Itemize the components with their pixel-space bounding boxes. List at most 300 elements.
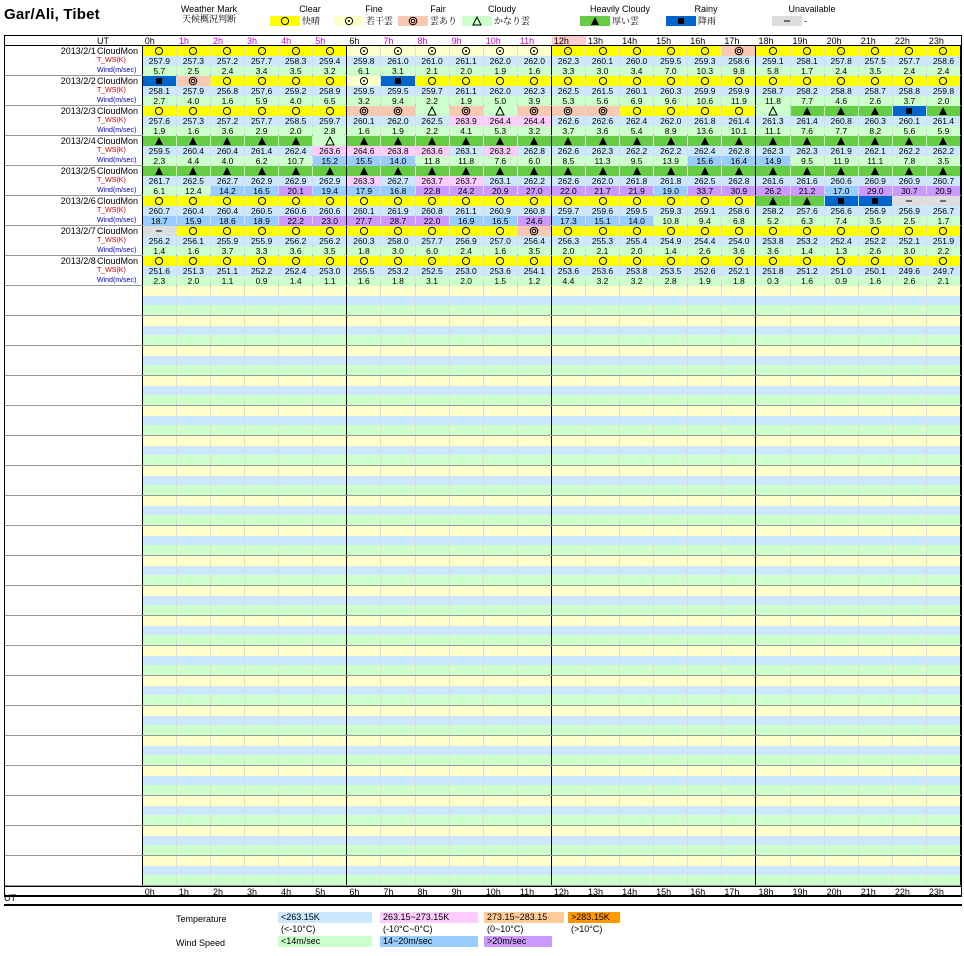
weather-icon: [143, 226, 176, 236]
hour-cell: [177, 346, 211, 375]
wind-value: 17.3: [552, 216, 585, 226]
wind-value: 33.7: [688, 186, 721, 196]
hour-cell: [518, 826, 552, 855]
hour-cell: [211, 196, 245, 225]
wind-legend-label: Wind Speed: [176, 938, 226, 948]
wind-value: 2.4: [211, 66, 244, 76]
wind-value: 11.8: [450, 156, 483, 166]
hour-cell: [927, 466, 961, 495]
legend-triangle-label-ja: かなり雲: [494, 16, 531, 26]
wind-value: 3.0: [586, 66, 619, 76]
hour-cell: [722, 406, 756, 435]
hour-cell: [416, 136, 450, 165]
hour-cell: [825, 736, 859, 765]
weather-icon: [211, 106, 244, 116]
hour-cell: [313, 616, 347, 645]
temperature-value: 259.5: [143, 146, 176, 156]
hour-cell: [586, 106, 620, 135]
weather-icon: [654, 46, 687, 56]
temperature-value: 262.0: [654, 116, 687, 126]
hour-cell: [927, 346, 961, 375]
hour-cell: [859, 586, 893, 615]
hour-cell: [825, 646, 859, 675]
hour-cell: [791, 166, 825, 195]
hour-cell: [552, 736, 586, 765]
day-row: [5, 106, 961, 136]
hour-cell: [177, 766, 211, 795]
hour-cell: [450, 316, 484, 345]
temperature-value: 258.1: [143, 86, 176, 96]
wind-value: 15.6: [688, 156, 721, 166]
hour-cell: [416, 586, 450, 615]
day-row-placeholder: [5, 736, 961, 766]
hour-cell: [688, 316, 722, 345]
hour-cell: [143, 316, 177, 345]
temperature-value: 256.8: [211, 86, 244, 96]
hour-cell: [722, 76, 756, 105]
hour-cell: [177, 676, 211, 705]
weather-icon: [450, 136, 483, 146]
wind-value: 27.0: [518, 186, 551, 196]
hour-cell: [791, 136, 825, 165]
temperature-value: 257.3: [177, 116, 210, 126]
wind-value: 2.2: [927, 246, 960, 256]
hour-cell: [313, 706, 347, 735]
hour-cell: [484, 706, 518, 735]
hour-cell: [859, 166, 893, 195]
hour-cell: [313, 316, 347, 345]
temperature-value: 257.7: [893, 56, 926, 66]
wind-value: 3.2: [518, 126, 551, 136]
hour-cell: [552, 496, 586, 525]
hour-cell: [484, 796, 518, 825]
wind-value: 1.6: [347, 126, 380, 136]
hour-cell: [177, 436, 211, 465]
weather-icon: [688, 106, 721, 116]
hour-cell: [586, 706, 620, 735]
wind-value: 5.3: [552, 96, 585, 106]
row-label: [5, 856, 143, 885]
row-date: 2013/2/6: [60, 196, 96, 206]
weather-icon: [893, 226, 926, 236]
hour-cell: [552, 226, 586, 255]
wind-value: 2.7: [143, 96, 176, 106]
hour-cell: [893, 676, 927, 705]
wind-value: 30.7: [893, 186, 926, 196]
hour-cell: [722, 136, 756, 165]
hour-cell: [654, 166, 688, 195]
temperature-value: 260.0: [620, 56, 653, 66]
wind-value: 2.2: [416, 96, 449, 106]
temperature-value: 262.4: [688, 146, 721, 156]
wind-value: 3.5: [518, 246, 551, 256]
wind-value: 1.9: [381, 126, 414, 136]
hour-cell: [279, 616, 313, 645]
weather-icon: [825, 226, 858, 236]
row-label: [5, 556, 143, 585]
hour-cell: [313, 226, 347, 255]
hour-cell: [245, 106, 279, 135]
hour-cell: [620, 196, 654, 225]
temperature-value: 256.7: [927, 206, 960, 216]
hour-cell: [211, 106, 245, 135]
hour-cell: [927, 136, 961, 165]
temperature-value: 259.1: [688, 206, 721, 216]
row-date: 2013/2/8: [60, 256, 96, 266]
circle-icon: [270, 16, 300, 26]
hour-footer-13h: 13h: [587, 887, 603, 897]
hour-cell: [450, 436, 484, 465]
hour-cell: [756, 166, 790, 195]
weather-icon: [620, 256, 653, 266]
wind-value: 16.5: [245, 186, 278, 196]
hour-cell: [381, 796, 415, 825]
hour-cell: [143, 586, 177, 615]
hour-cell: [927, 406, 961, 435]
weather-icon: [313, 106, 346, 116]
hour-cell: [143, 736, 177, 765]
hour-cell: [381, 316, 415, 345]
hour-cell: [620, 586, 654, 615]
hour-cell: [859, 406, 893, 435]
wind-value: 1.1: [313, 276, 346, 286]
wind-value: 1.6: [791, 276, 824, 286]
temperature-value: 259.8: [927, 86, 960, 96]
temperature-value: 263.7: [450, 176, 483, 186]
temperature-value: 259.3: [688, 56, 721, 66]
hour-cell: [484, 406, 518, 435]
hour-cell: [722, 526, 756, 555]
temperature-value: 254.1: [518, 266, 551, 276]
hour-cell: [177, 826, 211, 855]
hour-cell: [620, 166, 654, 195]
temp-range-3: (0~10°C): [487, 924, 524, 934]
temperature-value: 260.7: [143, 206, 176, 216]
hour-cell: [859, 136, 893, 165]
hour-cell: [859, 646, 893, 675]
hour-cell: [654, 556, 688, 585]
hour-cell: [654, 676, 688, 705]
hour-cell: [859, 316, 893, 345]
hour-cell: [893, 136, 927, 165]
weather-icon: [893, 76, 926, 86]
hour-cell: [791, 76, 825, 105]
hour-cell: [722, 646, 756, 675]
hour-cell: [654, 856, 688, 885]
hour-cell: [927, 676, 961, 705]
temperature-value: 260.4: [211, 206, 244, 216]
hour-cell: [756, 526, 790, 555]
ut-label: UT: [97, 36, 109, 46]
hour-cell: [791, 346, 825, 375]
legend-dot-circle-label-ja: 若干雲: [366, 16, 394, 26]
hour-cell: [893, 826, 927, 855]
weather-icon: [756, 256, 789, 266]
hour-cell: [825, 766, 859, 795]
weather-icon: [586, 106, 619, 116]
hour-cell: [484, 256, 518, 285]
hour-cell: [620, 256, 654, 285]
hour-cell: [484, 376, 518, 405]
hour-cell: [722, 376, 756, 405]
weather-icon: [620, 136, 653, 146]
hour-cell: [518, 856, 552, 885]
hour-cell: [722, 286, 756, 315]
hour-cell: [620, 646, 654, 675]
hour-cell: [825, 676, 859, 705]
temperature-value: 259.7: [416, 86, 449, 96]
wind-value: 3.2: [586, 276, 619, 286]
wind-value: 7.4: [825, 216, 858, 226]
temperature-value: 252.4: [279, 266, 312, 276]
hour-cell: [245, 376, 279, 405]
weather-icon: [927, 166, 960, 176]
hour-19h: 19h: [792, 36, 808, 46]
hour-cell: [688, 646, 722, 675]
hour-cell: [893, 586, 927, 615]
hour-cell: [484, 496, 518, 525]
wind-value: 2.4: [825, 66, 858, 76]
hour-cell: [552, 196, 586, 225]
hour-cell: [381, 556, 415, 585]
hour-cell: [552, 826, 586, 855]
hour-cell: [143, 346, 177, 375]
weather-icon: [927, 76, 960, 86]
hour-cell: [518, 346, 552, 375]
day-row-placeholder: [5, 436, 961, 466]
wind-value: 2.5: [177, 66, 210, 76]
hour-cell: [143, 826, 177, 855]
hour-16h: 16h: [690, 36, 706, 46]
row-date: 2013/2/5: [60, 166, 96, 176]
hour-cell: [143, 856, 177, 885]
temperature-value: 256.3: [552, 236, 585, 246]
temperature-value: 257.0: [484, 236, 517, 246]
hour-cell: [245, 406, 279, 435]
hour-cell: [313, 376, 347, 405]
temperature-value: 262.2: [927, 146, 960, 156]
wind-value: 3.5: [927, 156, 960, 166]
hour-cell: [927, 646, 961, 675]
wind-value: 28.7: [381, 216, 414, 226]
hour-cell: [859, 616, 893, 645]
wind-value: 2.6: [859, 246, 892, 256]
hour-cell: [484, 826, 518, 855]
hour-footer-3h: 3h: [247, 887, 258, 897]
hour-cell: [313, 556, 347, 585]
weather-icon: [245, 226, 278, 236]
hour-cell: [791, 766, 825, 795]
hour-cell: [722, 106, 756, 135]
day-row-placeholder: [5, 616, 961, 646]
row-date: 2013/2/2: [60, 76, 96, 86]
hour-footer-7h: 7h: [383, 887, 394, 897]
temperature-value: 263.1: [450, 146, 483, 156]
hour-cell: [211, 316, 245, 345]
temperature-value: 262.5: [177, 176, 210, 186]
hour-footer-17h: 17h: [724, 887, 740, 897]
temperature-value: 259.6: [586, 206, 619, 216]
hour-footer-0h: 0h: [144, 887, 155, 897]
hour-cell: [279, 436, 313, 465]
hour-cell: [177, 796, 211, 825]
temperature-value: 262.1: [859, 146, 892, 156]
hour-cell: [688, 556, 722, 585]
temperature-value: 257.2: [211, 56, 244, 66]
hour-cell: [245, 286, 279, 315]
hour-cell: [177, 256, 211, 285]
hour-cell: [245, 166, 279, 195]
hour-cell: [552, 706, 586, 735]
hour-cell: [347, 436, 381, 465]
row-date: 2013/2/3: [60, 106, 96, 116]
hour-cell: [245, 226, 279, 255]
hour-cell: [518, 706, 552, 735]
hour-cell: [416, 76, 450, 105]
temp-swatch-4: >283.15K: [568, 912, 620, 923]
hour-header: [5, 36, 961, 46]
hour-cell: [416, 856, 450, 885]
hour-cell: [552, 796, 586, 825]
wind-value: 3.1: [381, 66, 414, 76]
hour-cell: [756, 46, 790, 75]
hour-cell: [177, 226, 211, 255]
weather-icon: [688, 196, 721, 206]
hour-cell: [654, 586, 688, 615]
day-row-placeholder: [5, 676, 961, 706]
weather-mark-label: Weather Mark: [180, 4, 238, 14]
weather-icon: [893, 196, 926, 206]
temperature-value: 258.2: [756, 206, 789, 216]
hour-cell: [279, 796, 313, 825]
weather-icon: [177, 76, 210, 86]
temperature-value: 255.4: [620, 236, 653, 246]
hour-cell: [279, 466, 313, 495]
hour-cell: [654, 796, 688, 825]
hour-cell: [791, 646, 825, 675]
weather-mark-label-ja: 天候概況判断: [181, 14, 236, 24]
weather-icon: [416, 136, 449, 146]
wind-value: 1.4: [143, 246, 176, 256]
wind-value: 2.0: [450, 276, 483, 286]
hour-cell: [416, 616, 450, 645]
hour-cell: [620, 796, 654, 825]
temperature-value: 261.1: [450, 56, 483, 66]
hour-cell: [245, 586, 279, 615]
hour-cell: [177, 646, 211, 675]
temperature-value: 262.7: [381, 176, 414, 186]
hour-cell: [313, 346, 347, 375]
temperature-value: 261.5: [586, 86, 619, 96]
hour-cell: [143, 106, 177, 135]
wind-value: 5.6: [893, 126, 926, 136]
hour-cell: [893, 46, 927, 75]
temp-row-label: T_WS(K): [97, 207, 126, 214]
wind-value: 3.6: [211, 126, 244, 136]
hour-cell: [245, 736, 279, 765]
wind-value: 3.5: [859, 66, 892, 76]
weather-legend: [0, 0, 964, 34]
weather-icon: [518, 106, 551, 116]
temperature-value: 256.1: [177, 236, 210, 246]
wind-value: 24.2: [450, 186, 483, 196]
temperature-value: 262.3: [518, 86, 551, 96]
temperature-value: 258.7: [859, 86, 892, 96]
hour-cell: [586, 166, 620, 195]
hour-cell: [722, 796, 756, 825]
weather-icon: [143, 256, 176, 266]
weather-icon: [552, 166, 585, 176]
hour-cell: [552, 316, 586, 345]
hour-cell: [381, 166, 415, 195]
wind-value: 7.7: [791, 96, 824, 106]
wind-value: 10.3: [688, 66, 721, 76]
day-row-placeholder: [5, 406, 961, 436]
hour-cell: [211, 526, 245, 555]
hour-cell: [722, 856, 756, 885]
hour-cell: [756, 586, 790, 615]
hour-cell: [177, 616, 211, 645]
hour-cell: [552, 676, 586, 705]
hour-cell: [825, 616, 859, 645]
hour-cell: [211, 586, 245, 615]
day-row-placeholder: [5, 466, 961, 496]
hour-footer-10h: 10h: [485, 887, 501, 897]
hour-cell: [825, 406, 859, 435]
hour-cell: [688, 706, 722, 735]
temperature-value: 253.8: [620, 266, 653, 276]
hour-cell: [722, 346, 756, 375]
hour-cell: [688, 196, 722, 225]
weather-icon: [825, 46, 858, 56]
wind-value: 18.7: [143, 216, 176, 226]
hour-cell: [245, 796, 279, 825]
hour-cell: [791, 286, 825, 315]
hour-cell: [143, 556, 177, 585]
hour-cell: [484, 526, 518, 555]
temperature-value: 261.8: [620, 176, 653, 186]
temperature-value: 260.7: [927, 176, 960, 186]
weather-icon: [825, 196, 858, 206]
hour-cell: [620, 526, 654, 555]
temperature-value: 259.8: [347, 56, 380, 66]
wind-value: 22.0: [416, 216, 449, 226]
hour-cell: [279, 556, 313, 585]
temperature-value: 260.9: [893, 176, 926, 186]
temperature-value: 261.0: [381, 56, 414, 66]
temperature-value: 262.3: [756, 146, 789, 156]
hour-cell: [620, 286, 654, 315]
temperature-value: 263.2: [484, 146, 517, 156]
weather-icon: [381, 136, 414, 146]
hour-footer-11h: 11h: [519, 887, 535, 897]
hour-cell: [722, 166, 756, 195]
temperature-value: 262.0: [381, 116, 414, 126]
hour-cell: [620, 106, 654, 135]
weather-icon: [450, 46, 483, 56]
hour-cell: [143, 256, 177, 285]
hour-cell: [825, 496, 859, 525]
temperature-value: 258.8: [893, 86, 926, 96]
temp-swatch-3: 273.15~283.15: [484, 912, 564, 923]
hour-cell: [177, 166, 211, 195]
weather-icon: [893, 46, 926, 56]
hour-cell: [552, 556, 586, 585]
wind-value: 0.9: [245, 276, 278, 286]
weather-icon: [143, 106, 176, 116]
temperature-value: 257.6: [791, 206, 824, 216]
temp-row-label: T_WS(K): [97, 117, 126, 124]
